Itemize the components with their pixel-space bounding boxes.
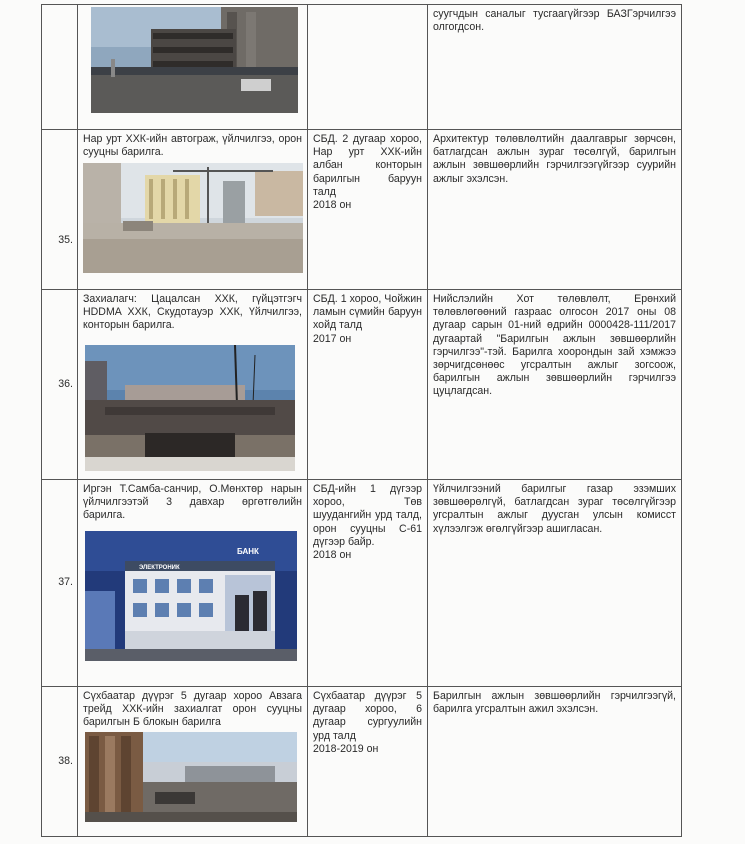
row-number: 38. [42,687,78,837]
row-location-place: Сүхбаатар дүүрэг 5 дугаар хороо, 6 дугаар сургуулийн урд талд [313,690,422,742]
row-finding: Нийслэлийн Хот төлөвлөлт, Ерөнхий төлөвлөгөөний газраас олгосон 2017 оны 08 дугаар сарын 01-ний өдрийн 0000428-111/2017 дугаартай "Барилгын ажлын зөвшөөрлийн гэрчилгээ"-тэй. Барилга хоорондын зай хэмжээ зөрчигдсөнөөс угсралтын ажлыг зогсоож, барилгын ажлын зөвшөөрлийн гэрчилгээ цуцлагдсан. [428,290,682,480]
row-number: 35. [42,130,78,290]
row-finding: Барилгын ажлын зөвшөөрлийн гэрчилгээгүй, барилга угсралтын ажил эхэлсэн. [428,687,682,837]
construction-violations-table [41,4,682,837]
row-number: 37. [42,480,78,687]
row-location-cell [308,290,428,480]
row-finding: Үйлчилгээний барилгыг газар эзэмших зөвшөөрөлгүй, батлагдсан зураг төсөлгүйгээр угсралтын ажлыг дуусган улсын комисст хүлээлгэж өгөлгүйгээр ашигласан. [428,480,682,687]
building-under-construction-photo [91,7,298,113]
row-number: 36. [42,290,78,480]
row-location-cell [308,480,428,687]
row-location-cell [308,130,428,290]
row-description: Нар урт ХХК-ийн автограж, үйлчилгээ, орон сууцны барилга. [83,133,302,159]
row-location-place: СБД-ийн 1 дүгээр хороо, Төв шуудангийн урд талд, орон сууцны С-61 дүгээр байр. [313,483,422,548]
row-location-year: 2017 он [313,332,352,345]
row-finding: суугчдын саналыг тусгаагүйгээр БАЗГэрчилгээ олгогдсон. [428,5,682,130]
row-description-cell [78,5,308,130]
row-location-cell [308,5,428,130]
row-description-cell [78,687,308,837]
foundation-pit-photo [85,345,295,471]
construction-site-crane-photo [83,163,303,273]
row-description-cell [78,130,308,290]
row-finding: Архитектур төлөвлөлтийн даалгаврыг зөрчсөн, батлагдсан ажлын зураг төсөлгүй, барилгын ажлын зөвшөөрлийн гэрчилгээгүйгээр суурийн ажлыг эхэлсэн. [428,130,682,290]
three-storey-building-photo [85,531,297,661]
row-description: Иргэн Т.Самба-санчир, О.Мөнхтөр нарын үйлчилгээтэй 3 давхар өргөтгөлийн барилга. [83,483,302,522]
row-location-year: 2018-2019 он [313,742,379,755]
table-row [42,480,682,687]
row-description-cell [78,290,308,480]
table-row [42,687,682,837]
building-banner-text: ЭЛЕКТРОНИК [139,564,180,571]
table-row [42,5,682,130]
row-location-place: СБД. 2 дугаар хороо, Нар урт ХХК-ийн албан конторын барилгын баруун талд [313,133,422,198]
street-buildings-photo [85,732,297,822]
row-location-year: 2018 он [313,199,352,212]
table-row [42,290,682,480]
row-location-place: СБД. 1 хороо, Чойжин ламын сүмийн баруун хойд талд [313,293,422,332]
table-row [42,130,682,290]
row-location-year: 2018 он [313,549,352,562]
row-number [42,5,78,130]
row-description-cell [78,480,308,687]
row-description: Захиалагч: Цацалсан ХХК, гүйцэтгэгч HDDMA ХХК, Скудотауэр ХХК, Үйлчилгээ, конторын барилга. [83,293,302,332]
row-location-cell [308,687,428,837]
row-description: Сүхбаатар дүүрэг 5 дугаар хороо Авзага трейд ХХК-ийн захиалгат орон сууцны барилгын Б блокын барилга [83,690,302,729]
building-sign-text: БАНК [237,546,259,556]
